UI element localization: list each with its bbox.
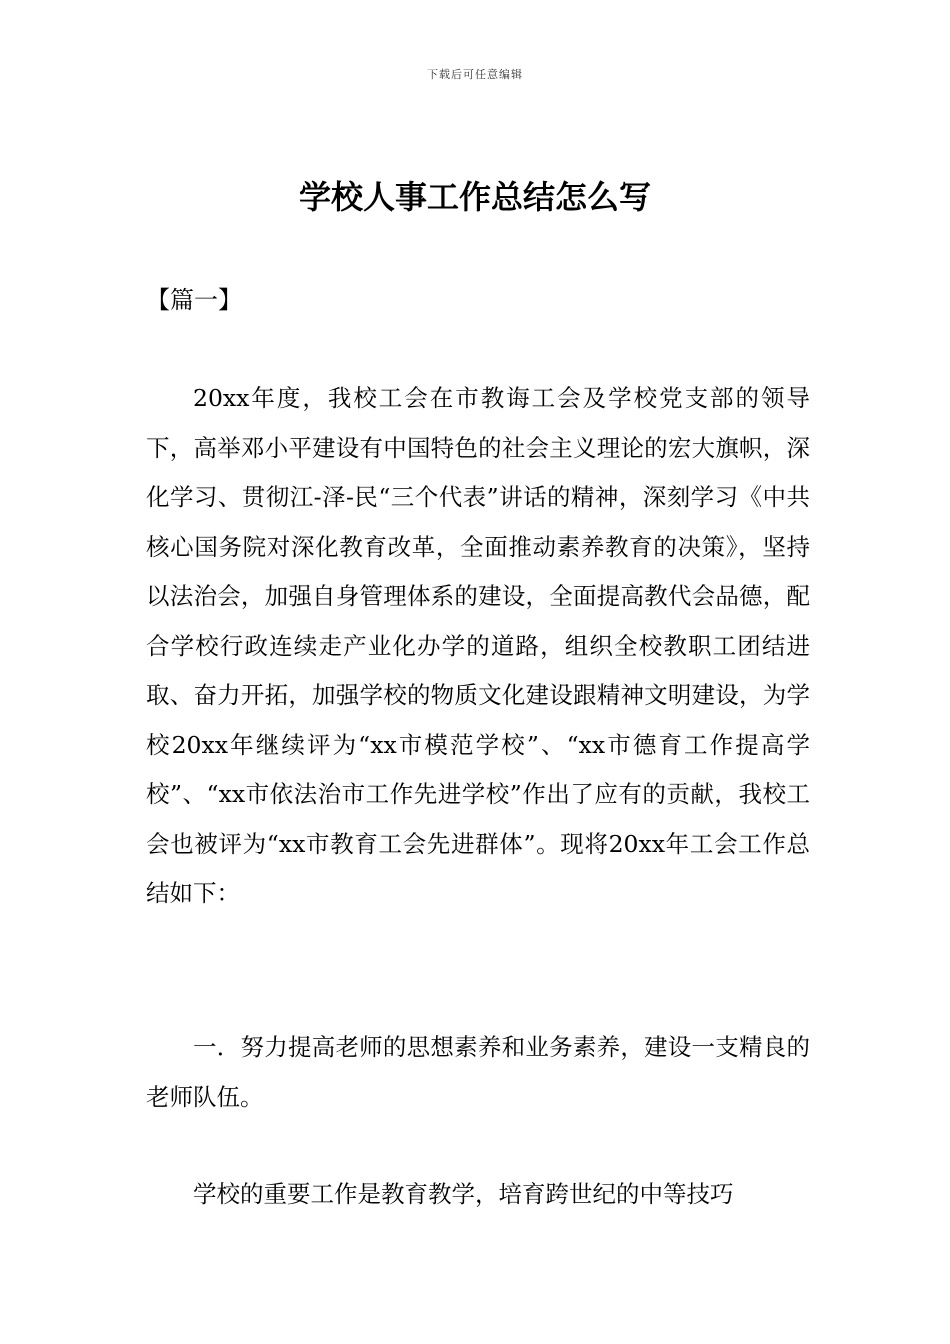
body-paragraph: 学校的重要工作是教育教学，培育跨世纪的中等技巧 (193, 1180, 734, 1208)
page-header-note: 下载后可任意编辑 (427, 68, 523, 81)
section-label: 【篇一】 (146, 286, 242, 314)
body-paragraph: 一．努力提高老师的思想素养和业务素养，建设一支精良的老师队伍。 (146, 1033, 810, 1111)
body-paragraph: 20xx年度，我校工会在市教诲工会及学校党支部的领导下，高举邓小平建设有中国特色的社会主义理论的宏大旗帜，深化学习、贯彻江-泽-民“三个代表”讲话的精神，深刻学习《中共核心国务院对深化教育改革，全面推动素养教育的决策》，坚持以法治会，加强自身管理体系的建设，全面提高教代会品德，配合学校行政连续走产业化办学的道路，组织全校教职工团结进取、奋力开拓，加强学校的物质文化建设跟精神文明建设，为学校20xx年继续评为“xx市模范学校”、“xx市德育工作提高学校”、“xx市依法治市工作先进学校”作出了应有的贡献，我校工会也被评为“xx市教育工会先进群体”。现将20xx年工会工作总结如下： (146, 384, 810, 907)
document-title: 学校人事工作总结怎么写 (298, 178, 651, 216)
